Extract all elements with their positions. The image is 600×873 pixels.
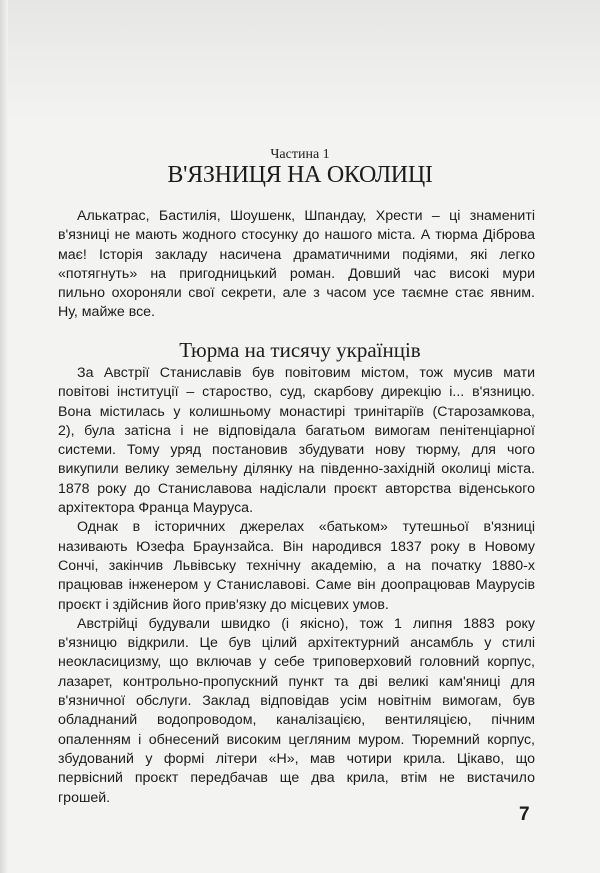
text-line: неокласицизму, що включав у себе триповерховий головний корпус, [58, 654, 535, 671]
text-line: архітектора Франца Мауруса. [58, 500, 254, 517]
text-line: системи. Тому уряд постановив збудувати нову тюрму, для чого [58, 442, 535, 459]
text-line: обладнаний водопроводом, каналізацією, вентиляцією, пічним [58, 712, 535, 729]
text-line: Сончі, закінчив Львівську технічну академію, а на початку 1880-х [58, 557, 535, 574]
chapter-title: В'ЯЗНИЦЯ НА ОКОЛИЦІ [167, 162, 433, 188]
text-line: працював інженером у Станиславові. Саме він доопрацював Маурусів [58, 577, 535, 594]
text-line: має! Історія закладу насичена драматичними подіями, які легко [58, 246, 535, 263]
text-line: Алькатрас, Бастилія, Шоушенк, Шпандау, Хрести – ці знамениті [77, 208, 535, 224]
text-line: первісний проєкт передбачав ще два крила, втім не вистачило [58, 770, 535, 787]
text-line: опаленням і обнесений високим цегляним муром. Тюремний корпус, [58, 731, 535, 748]
text-line: називають Юзефа Браунзайса. Він народився 1837 року в Новому [58, 538, 535, 555]
section-title: Тюрма на тисячу українців [179, 338, 421, 362]
text-line: 1878 року до Станиславова надіслали проєкт авторства віденського [58, 480, 535, 497]
text-line: «потягнуть» на пригодницький роман. Довший час високі мури [58, 265, 535, 282]
text-line: збудований у формі літери «Н», мав чотири крила. Цікаво, що [58, 750, 535, 767]
text-line: повітові інституції – староство, суд, скарбову дирекцію і... в'язницю. [58, 384, 535, 401]
scan-shadow-top [0, 0, 600, 120]
intro-paragraph [58, 207, 535, 323]
page-number: 7 [519, 804, 530, 825]
text-line: проєкт і здійснив його прив'язку до місцевих умов. [58, 596, 389, 613]
text-line: лазарет, контрольно-пропускний пункт та дві великі кам'яниці для [58, 673, 535, 690]
text-line: За Австрії Станиславів був повітовим містом, тож мусив мати [77, 365, 535, 381]
text-line: в'язничної обслуги. Заклад відповідав усім новітнім вимогам, був [58, 693, 535, 710]
scan-shadow-left [0, 0, 8, 873]
text-line: Ну, майже все. [58, 304, 155, 321]
text-line: в'язниці не мають жодного стосунку до нашого міста. А тюрма Діброва [58, 227, 535, 244]
text-line: пильно охороняли свої секрети, але з часом усе таємне стає явним. [58, 285, 535, 302]
body-text [58, 364, 535, 808]
part-label: Частина 1 [270, 147, 330, 162]
text-line: грошей. [58, 789, 111, 806]
text-line: 2), була затісна і не відповідала багатьом вимогам пенітенціарної [58, 422, 535, 439]
text-line: викупили велику земельну ділянку на південно-західній околиці міста. [58, 461, 535, 478]
text-line: Австрійці будували швидко (і якісно), тож 1 липня 1883 року [77, 615, 535, 632]
text-line: в'язницю відкрили. Це був цілий архітектурний ансамбль у стилі [58, 635, 535, 652]
text-line: Однак в історичних джерелах «батьком» тутешньої в'язниці [77, 519, 535, 536]
text-line: Вона містилась у колишньому монастирі тринітаріїв (Старозамкова, [58, 403, 535, 420]
